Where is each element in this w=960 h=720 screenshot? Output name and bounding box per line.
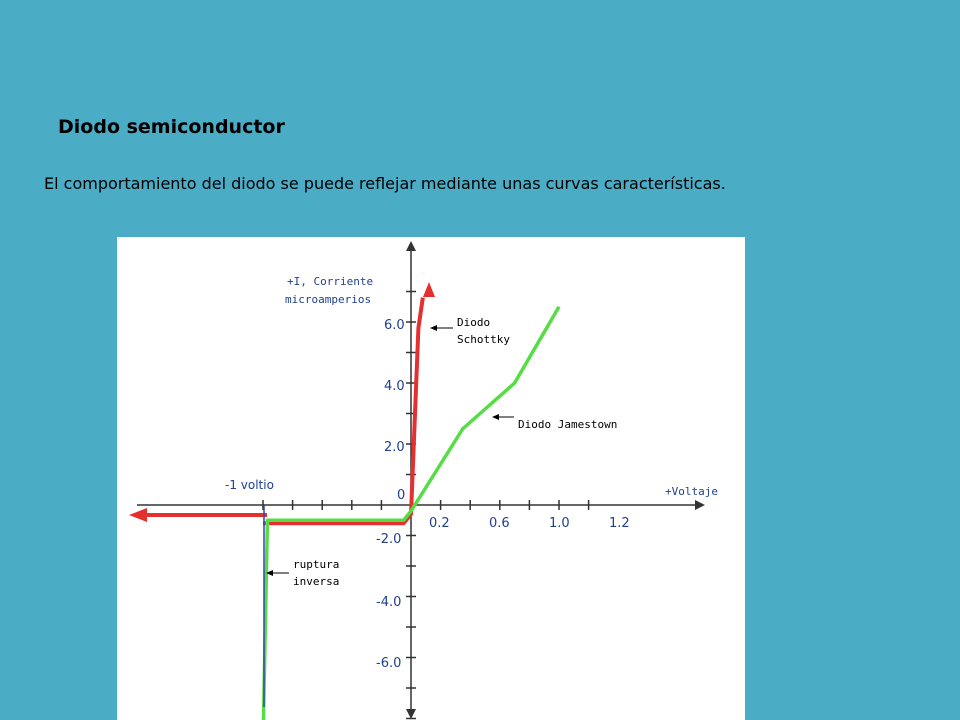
minus-one-volt-label: -1 voltio <box>225 478 274 492</box>
x-axis-arrow <box>695 500 705 510</box>
y-tick-label: 6.0 <box>384 318 405 333</box>
jamestown-annotation: Diodo Jamestown <box>518 418 618 431</box>
y-tick-label: -4.0 <box>376 595 402 610</box>
x-tick-label: 0.2 <box>429 516 450 531</box>
slide-title: Diodo semiconductor <box>58 116 285 138</box>
origin-label: 0 <box>397 488 406 503</box>
jamestown-pointer-head <box>492 414 499 420</box>
y-axis-arrow-up <box>406 241 416 251</box>
reverse-current-arrow <box>129 508 147 522</box>
breakdown-annotation-line1: ruptura <box>293 558 340 571</box>
schottky-annotation-line1: Diodo <box>457 316 491 329</box>
diode-chart <box>117 237 745 720</box>
y-axis-title-line1: +I, Corriente <box>287 275 374 288</box>
x-tick-label: 1.2 <box>609 516 630 531</box>
y-tick-label: -2.0 <box>376 532 402 547</box>
y-tick-label: 4.0 <box>384 379 405 394</box>
x-tick-label: 1.0 <box>549 516 570 531</box>
x-axis-title: +Voltaje <box>665 485 718 498</box>
schottky-pointer-head <box>430 325 437 331</box>
schottky-annotation-line2: Schottky <box>457 333 510 346</box>
diode-chart-svg <box>117 237 745 720</box>
y-axis-arrow-down <box>406 709 416 719</box>
x-tick-label: 0.6 <box>489 516 510 531</box>
y-axis-title-line2: microamperios <box>285 293 372 306</box>
breakdown-annotation-line2: inversa <box>293 575 340 588</box>
slide-body-text: El comportamiento del diodo se puede reflejar mediante unas curvas características. <box>44 174 726 193</box>
y-tick-label: 2.0 <box>384 440 405 455</box>
schottky-arrow-head <box>423 282 435 297</box>
y-tick-label: -6.0 <box>376 656 402 671</box>
